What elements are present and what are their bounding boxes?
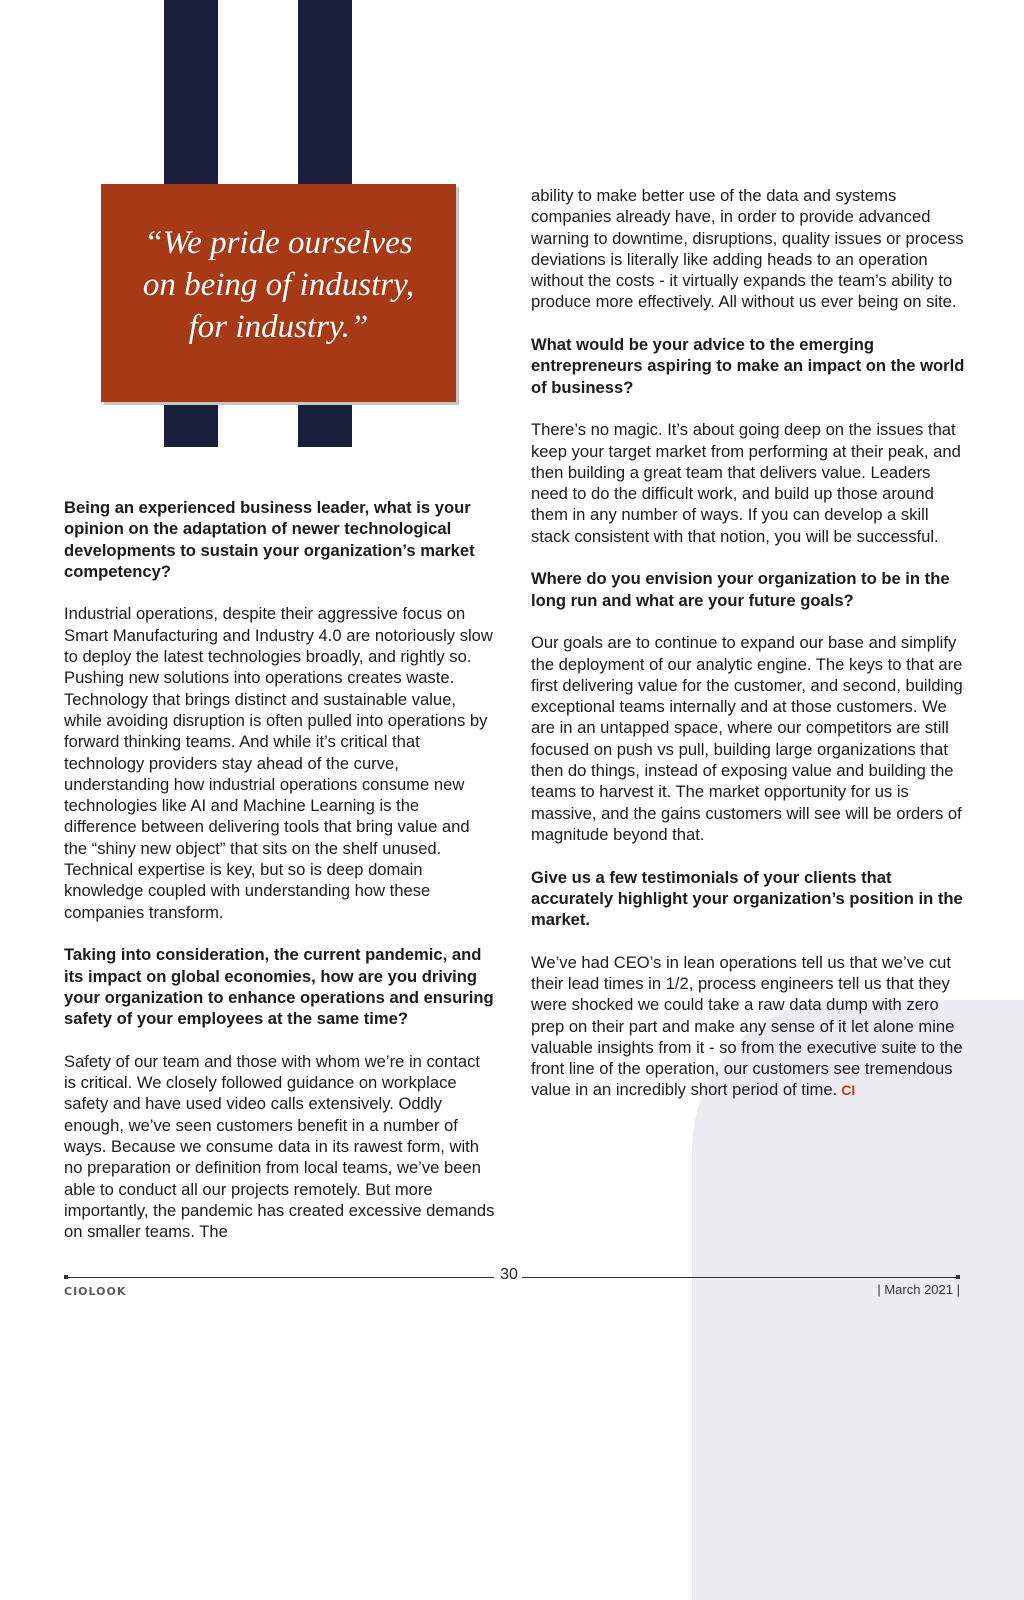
- question-1: Being an experienced business leader, what is your opinion on the adaptation of newer technological developments to sustain your organization’s market competency?: [64, 498, 475, 581]
- footer-dot-left: [64, 1275, 68, 1279]
- footer-dot-right: [956, 1275, 960, 1279]
- magazine-logo: CIOLOOK: [64, 1285, 127, 1298]
- question-4: Where do you envision your organization to be in the long run and what are your future goals?: [531, 569, 950, 610]
- question-5: Give us a few testimonials of your clients that accurately highlight your organization’s position in the market.: [531, 867, 963, 930]
- answer-2-continued: ability to make better use of the data and systems companies already have, in order to provide advanced warning to downtime, disruptions, quality issues or process deviations is literally like adding heads to an operation without the costs - it virtually expands the team’s ability to produce more effectively. All without us ever being on site.: [531, 186, 964, 312]
- left-column: [64, 497, 496, 1242]
- answer-3: There’s no magic. It’s about going deep on the issues that keep your target market from performing at their peak, and then building a great team that delivers value. Leaders need to do the difficult work, and build up those around them in any number of ways. If you can develop a skill stack consistent with that notion, you will be successful.: [531, 420, 961, 546]
- pull-quote-box: [101, 184, 456, 402]
- answer-5: [531, 952, 969, 1102]
- answer-2: Safety of our team and those with whom we’re in contact is critical. We closely followed guidance on workplace safety and have used video calls extensively. Oddly enough, we’ve seen customers benefit in a number of ways. Because we consume data in its rawest form, with no preparation or definition from local teams, we’ve been able to conduct all our projects remotely. But more importantly, the pandemic has created excessive demands on smaller teams. The: [64, 1051, 495, 1242]
- issue-date: | March 2021 |: [877, 1282, 960, 1297]
- answer-4: Our goals are to continue to expand our base and simplify the deployment of our analytic engine. The keys to that are first delivering value for the customer, and second, building exceptional teams internally and at those customers. We are in an untapped space, where our competitors are still focused on push vs pull, building large organizations that then do things, instead of exposing value and building the teams to harvest it. The market opportunity for us is massive, and the gains customers will see will be orders of magnitude beyond that.: [531, 633, 963, 844]
- question-3: What would be your advice to the emerging entrepreneurs aspiring to make an impact on the world of business?: [531, 335, 965, 397]
- right-column: [531, 185, 969, 1102]
- question-2: Taking into consideration, the current pandemic, and its impact on global economies, how are you driving your organization to enhance operations and ensuring safety of your employees at the same time?: [64, 945, 494, 1029]
- article-end-mark: CI: [841, 1082, 856, 1099]
- footer-rule-left: [64, 1277, 494, 1278]
- answer-1: Industrial operations, despite their aggressive focus on Smart Manufacturing and Industry 4.0 are notoriously slow to deploy the latest technologies broadly, and rightly so. Pushing new solutions into operations creates waste. Technology that brings distinct and sustainable value, while avoiding disruption is often pulled into operations by forward thinking teams. And while it’s critical that technology providers stay ahead of the curve, understanding how industrial operations consume new technologies like AI and Machine Learning is the difference between delivering tools that bring value and the “shiny new object” that sits on the shelf unused. Technical expertise is key, but so is deep domain knowledge coupled with understanding how these companies transform.: [64, 604, 493, 922]
- footer-rule-right: [522, 1277, 958, 1278]
- answer-5-text: We’ve had CEO’s in lean operations tell us that we’ve cut their lead times in 1/2, process engineers tell us that they were shocked we could take a raw data dump with zero prep on their part and make any sense of it let alone mine valuable insights from it - so from the executive suite to the front line of the operation, our customers see tremendous value in an incredibly short period of time.: [531, 952, 963, 1100]
- pull-quote-text: “We pride ourselves on being of industry, for industry.”: [142, 225, 415, 345]
- page-number: 30: [500, 1266, 518, 1283]
